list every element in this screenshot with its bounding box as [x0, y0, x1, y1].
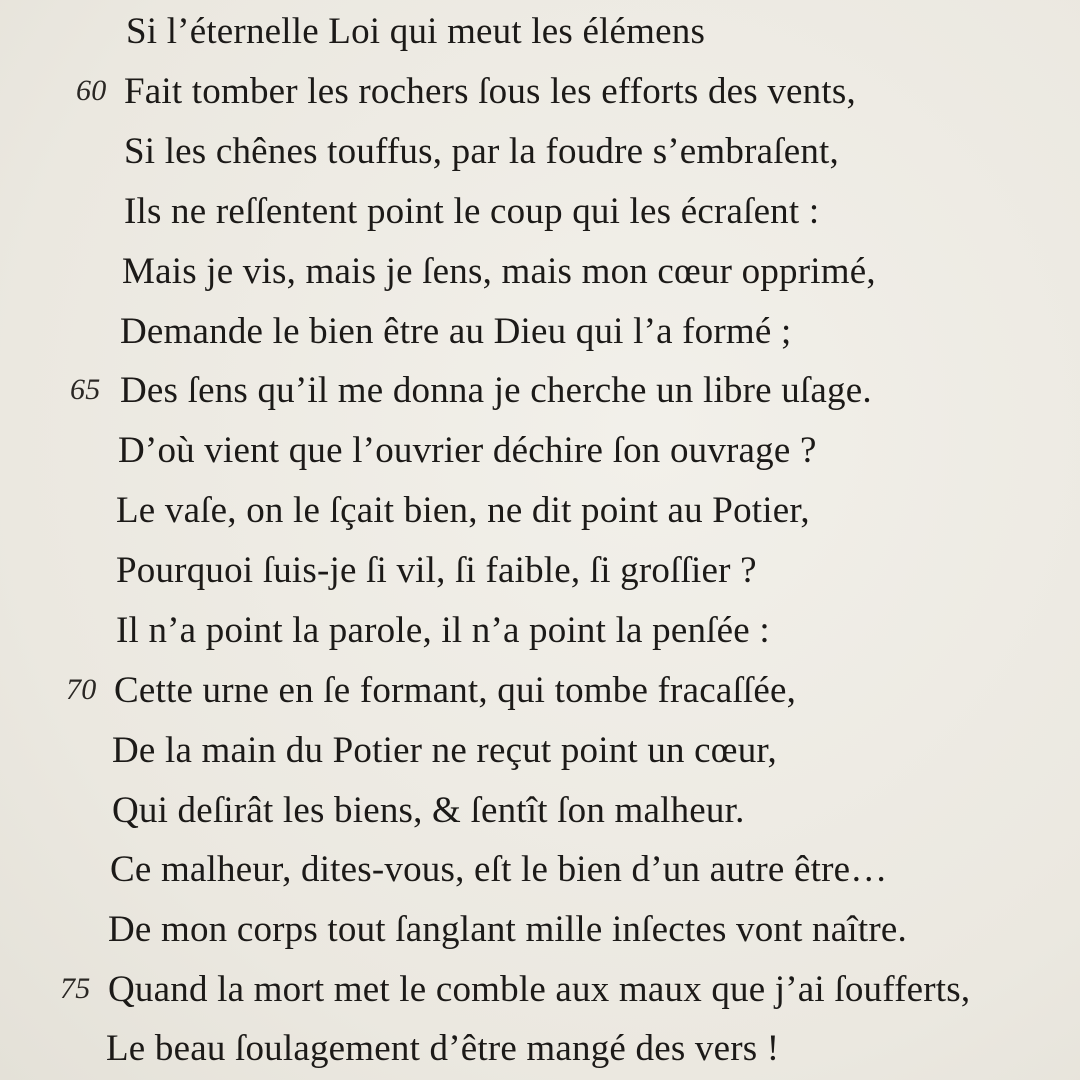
line-text: De mon corps tout ſanglant mille inſectes vont naître.	[108, 909, 907, 950]
line-text: De la main du Potier ne reçut point un cœur,	[112, 730, 777, 771]
line-text: Ils ne reſſentent point le coup qui les écraſent :	[124, 191, 820, 232]
line-text: Si les chênes touffus, par la foudre s’embraſent,	[124, 131, 839, 172]
line-text: Demande le bien être au Dieu qui l’a formé ;	[120, 311, 792, 352]
line-text: Le vaſe, on le ſçait bien, ne dit point au Potier,	[116, 490, 810, 531]
line-number: 75	[60, 972, 91, 1005]
line-text: Qui deſirât les biens, & ſentît ſon malheur.	[112, 790, 745, 831]
line-text: Quand la mort met le comble aux maux que j’ai ſoufferts,	[108, 969, 971, 1010]
line-text: D’où vient que l’ouvrier déchire ſon ouvrage ?	[118, 430, 817, 471]
line-number: 65	[70, 373, 101, 406]
show-through-texture	[940, 0, 1080, 1080]
line-text: Ce malheur, dites-vous, eſt le bien d’un autre être…	[110, 849, 888, 890]
line-number: 70	[66, 673, 97, 706]
line-text: Si l’éternelle Loi qui meut les élémens	[126, 11, 706, 52]
line-text: Des ſens qu’il me donna je cherche un libre uſage.	[120, 370, 872, 411]
line-number: 60	[76, 74, 107, 107]
line-text: Fait tomber les rochers ſous les efforts des vents,	[124, 71, 856, 112]
line-text: Cette urne en ſe formant, qui tombe fracaſſée,	[114, 670, 797, 711]
line-text: Mais je vis, mais je ſens, mais mon cœur opprimé,	[122, 251, 876, 292]
line-text: Le beau ſoulagement d’être mangé des vers !	[106, 1028, 780, 1069]
line-text: Pourquoi ſuis-je ſi vil, ſi faible, ſi groſſier ?	[116, 550, 757, 591]
line-text: Il n’a point la parole, il n’a point la penſée :	[116, 610, 770, 651]
